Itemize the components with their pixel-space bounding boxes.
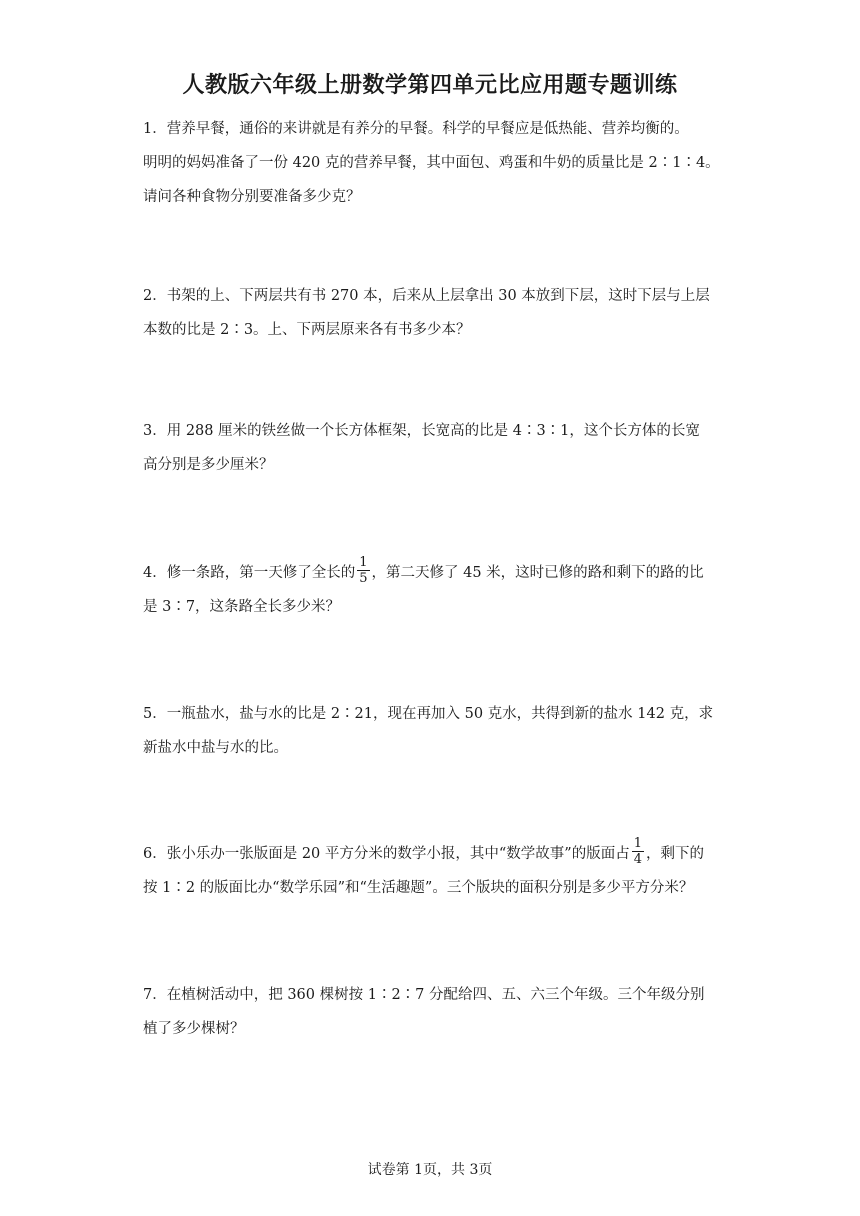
question-text: ，第二天修了 45 米，这时已修的路和剩下的路的比 <box>371 565 704 581</box>
fraction-denominator: 4 <box>633 851 642 867</box>
question-line <box>143 556 723 590</box>
question-line: 是 3∶7，这条路全长多少米？ <box>143 599 341 615</box>
question-line: 3．用 288 厘米的铁丝做一个长方体框架，长宽高的比是 4∶3∶1，这个长方体的长宽 <box>143 423 700 439</box>
question-line: 植了多少棵树？ <box>143 1021 245 1037</box>
question-4 <box>143 556 723 624</box>
question-line: 7．在植树活动中，把 360 棵树按 1∶2∶7 分配给四、五、六三个年级。三个年级分别 <box>143 987 705 1003</box>
question-line: 按 1∶2 的版面比办“数学乐园”和“生活趣题”。三个版块的面积分别是多少平方分米？ <box>143 880 694 896</box>
question-line: 新盐水中盐与水的比。 <box>143 740 288 756</box>
question-7 <box>143 978 723 1046</box>
fraction <box>357 555 369 586</box>
question-line <box>143 837 723 871</box>
question-1 <box>143 112 723 214</box>
fraction-denominator: 5 <box>359 570 368 586</box>
question-6 <box>143 837 723 905</box>
question-3 <box>143 414 723 482</box>
fraction-numerator: 1 <box>633 835 642 851</box>
question-line: 本数的比是 2∶3。上、下两层原来各有书多少本？ <box>143 322 471 338</box>
question-line: 1．营养早餐，通俗的来讲就是有养分的早餐。科学的早餐应是低热能、营养均衡的。 <box>143 121 689 137</box>
question-line: 明明的妈妈准备了一份 420 克的营养早餐，其中面包、鸡蛋和牛奶的质量比是 2∶1∶4。 <box>143 155 720 171</box>
question-line: 高分别是多少厘米？ <box>143 457 274 473</box>
fraction <box>632 836 644 867</box>
question-text: 4．修一条路，第一天修了全长的 <box>143 565 356 581</box>
question-line: 请问各种食物分别要准备多少克？ <box>143 189 361 205</box>
question-text: 6．张小乐办一张版面是 20 平方分米的数学小报，其中“数学故事”的版面占 <box>143 846 630 862</box>
question-line: 2．书架的上、下两层共有书 270 本，后来从上层拿出 30 本放到下层，这时下层与上层 <box>143 288 710 304</box>
question-5 <box>143 697 723 765</box>
question-line: 5．一瓶盐水，盐与水的比是 2∶21，现在再加入 50 克水，共得到新的盐水 142 克，求 <box>143 706 714 722</box>
page-title: 人教版六年级上册数学第四单元比应用题专题训练 <box>182 73 678 98</box>
fraction-numerator: 1 <box>359 554 368 570</box>
question-text: ，剩下的 <box>646 846 704 862</box>
question-2 <box>143 279 723 347</box>
page-footer: 试卷第 1页，共 3页 <box>367 1162 493 1178</box>
